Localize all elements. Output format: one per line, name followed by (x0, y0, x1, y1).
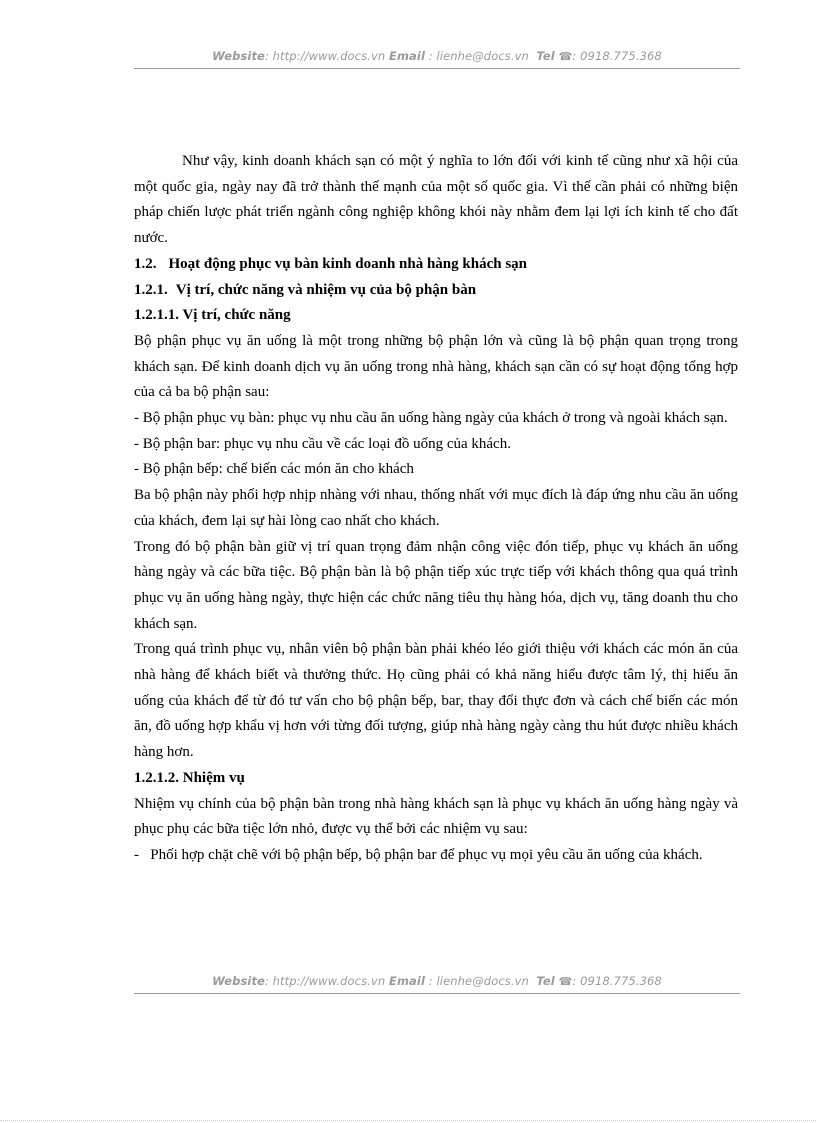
footer-email-link[interactable]: : lienhe@docs.vn (428, 974, 529, 988)
header-tel-label: Tel (536, 49, 555, 63)
header-email-link[interactable]: : lienhe@docs.vn (428, 49, 529, 63)
page-boundary (0, 1120, 816, 1121)
footer-email-label: Email (389, 974, 425, 988)
header-tel-value: : 0918.775.368 (572, 49, 662, 63)
footer-tel-label: Tel (536, 974, 555, 988)
list-item: - Bộ phận bar: phục vụ nhu cầu về các loại đồ uống của khách. (134, 435, 511, 452)
list-item: - Bộ phận bếp: chế biến các món ăn cho khách (134, 461, 414, 478)
header-email-label: Email (389, 49, 425, 63)
header-divider (134, 68, 740, 69)
list-item: - Bộ phận phục vụ bàn: phục vụ nhu cầu ăn uống hàng ngày của khách ở trong và ngoài khách sạn. (134, 410, 728, 427)
paragraph: Trong đó bộ phận bàn giữ vị trí quan trọng đảm nhận công việc đón tiếp, phục vụ khách ăn uống hàng ngày và các bữa tiệc. Bộ phận bàn là bộ phận tiếp xúc trực tiếp với khách thông qua quá trình phục vụ ăn uống hàng ngày, thực hiện các chức năng tiêu thụ hàng hóa, dịch vụ, tăng doanh thu cho khách sạn. (134, 538, 738, 632)
section-heading-1-2-1-2: 1.2.1.2. Nhiệm vụ (134, 769, 245, 786)
section-number: 1.2. (134, 255, 157, 272)
footer-divider (134, 993, 740, 994)
phone-icon: ☎ (558, 50, 573, 63)
page-header (134, 49, 740, 63)
section-heading-1-2-1-1: 1.2.1.1. Vị trí, chức năng (134, 307, 291, 324)
section-heading-1-2 (134, 252, 738, 278)
intro-paragraph: Như vậy, kinh doanh khách sạn có một ý nghĩa to lớn đối với kinh tế cũng như xã hội của một quốc gia, ngày nay đã trở thành thế mạnh của một số quốc gia. Vì thế cần phải có những biện pháp chiến lược phát triển ngành công nghiệp không khói này nhằm đem lại lợi ích kinh tế cho đất nước. (134, 153, 738, 247)
header-website-label: Website (212, 49, 265, 63)
paragraph: Trong quá trình phục vụ, nhân viên bộ phận bàn phải khéo léo giới thiệu với khách các món ăn của nhà hàng để khách biết và thưởng thức. Họ cũng phải có khả năng hiểu được tâm lý, thị hiếu ăn uống của khách để từ đó tư vấn cho bộ phận bếp, bar, thay đổi thực đơn và cách chế biến các món ăn, đồ uống hợp khẩu vị hơn với từng đối tượng, giúp nhà hàng ngày càng thu hút được nhiều khách hàng hơn. (134, 641, 738, 761)
paragraph: Ba bộ phận này phối hợp nhịp nhàng với nhau, thống nhất với mục đích là đáp ứng nhu cầu ăn uống của khách, đem lại sự hài lòng cao nhất cho khách. (134, 487, 738, 529)
header-website-link[interactable]: : http://www.docs.vn (264, 49, 386, 63)
section-title: Hoạt động phục vụ bàn kinh doanh nhà hàng khách sạn (168, 255, 528, 272)
document-body (134, 149, 738, 869)
section-number: 1.2.1. (134, 281, 168, 298)
paragraph: Nhiệm vụ chính của bộ phận bàn trong nhà hàng khách sạn là phục vụ khách ăn uống hàng ngày và phục phụ các bữa tiệc lớn nhỏ, được vụ thể bởi các nhiệm vụ sau: (134, 795, 738, 838)
section-heading-1-2-1 (134, 278, 738, 304)
footer-website-link[interactable]: : http://www.docs.vn (264, 974, 386, 988)
footer-tel-value: : 0918.775.368 (572, 974, 662, 988)
section-title: Vị trí, chức năng và nhiệm vụ của bộ phận bàn (175, 281, 477, 298)
list-item: - Phối hợp chặt chẽ với bộ phận bếp, bộ phận bar để phục vụ mọi yêu cầu ăn uống của khách. (134, 846, 703, 863)
footer-website-label: Website (212, 974, 265, 988)
page-footer (134, 974, 740, 988)
phone-icon: ☎ (558, 975, 573, 988)
paragraph: Bộ phận phục vụ ăn uống là một trong những bộ phận lớn và cũng là bộ phận quan trọng trong khách sạn. Để kinh doanh dịch vụ ăn uống trong nhà hàng, khách sạn cần có sự hoạt động tổng hợp của cả ba bộ phận sau: (134, 332, 738, 401)
